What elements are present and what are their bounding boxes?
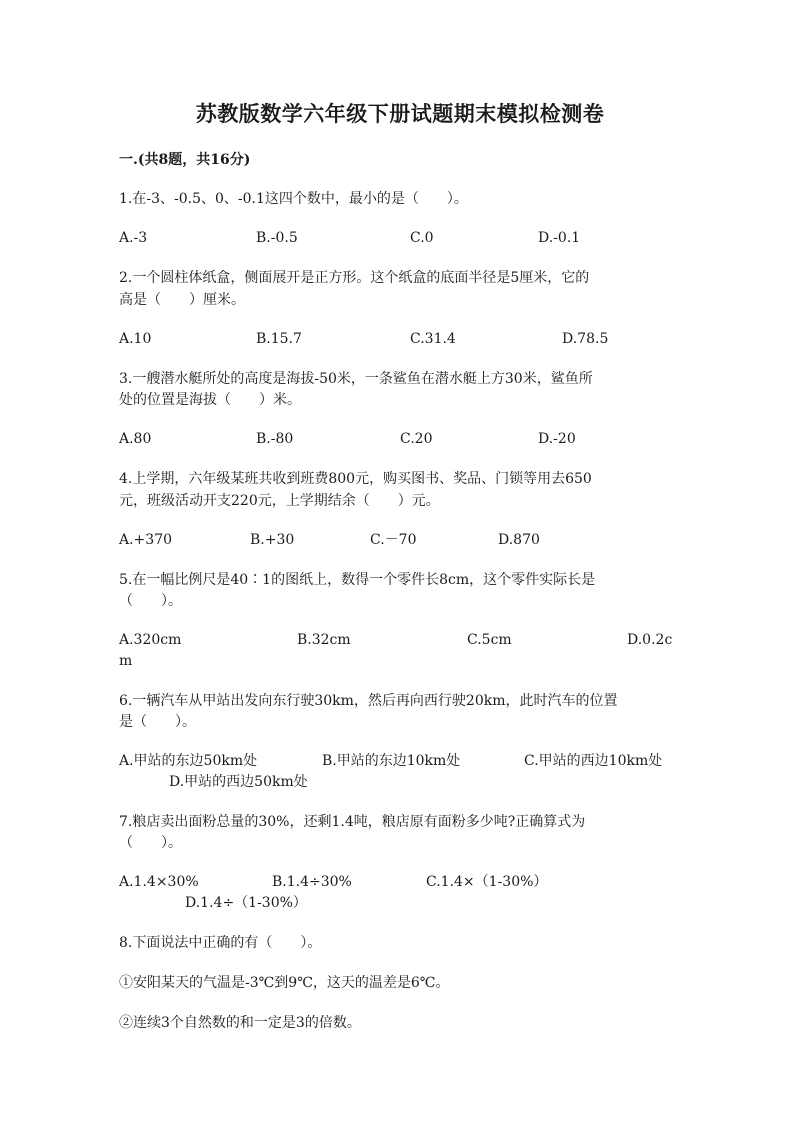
question-2-text-line-1: 2.一个圆柱体纸盒，侧面展开是正方形。这个纸盒的底面半径是5厘米，它的 bbox=[119, 270, 590, 286]
question-6-option-c: C.甲站的西边10km处 bbox=[524, 753, 663, 769]
page-title: 苏教版数学六年级下册试题期末模拟检测卷 bbox=[195, 101, 605, 126]
question-4-option-d: D.870 bbox=[498, 532, 540, 548]
question-1-option-c: C.0 bbox=[410, 230, 434, 246]
question-2-option-c: C.31.4 bbox=[410, 331, 456, 347]
question-1-text: 1.在-3、-0.5、0、-0.1这四个数中，最小的是（ ）。 bbox=[119, 191, 468, 207]
question-2-option-d: D.78.5 bbox=[562, 331, 609, 347]
section-heading: 一.(共8题，共16分) bbox=[119, 152, 251, 168]
question-4-text-line-1: 4.上学期，六年级某班共收到班费800元，购买图书、奖品、门锁等用去650 bbox=[119, 471, 592, 487]
question-5-option-d-wrap: m bbox=[119, 653, 133, 669]
question-2-option-a: A.10 bbox=[119, 331, 152, 347]
question-5-text-line-1: 5.在一幅比例尺是40∶1的图纸上，数得一个零件长8cm，这个零件实际长是 bbox=[119, 572, 596, 588]
question-3-option-d: D.-20 bbox=[538, 431, 576, 447]
question-3-option-b: B.-80 bbox=[256, 431, 294, 447]
question-5-option-d: D.0.2c bbox=[627, 632, 673, 648]
question-4-option-b: B.+30 bbox=[250, 532, 295, 548]
question-1-option-b: B.-0.5 bbox=[256, 230, 298, 246]
question-7-option-d: D.1.4÷（1-30%） bbox=[185, 895, 307, 911]
question-2-text-line-2: 高是（ ）厘米。 bbox=[119, 292, 245, 308]
question-6-option-a: A.甲站的东边50km处 bbox=[119, 753, 258, 769]
question-7-option-c: C.1.4×（1-30%） bbox=[426, 874, 548, 890]
question-7-text-line-1: 7.粮店卖出面粉总量的30%，还剩1.4吨，粮店原有面粉多少吨?正确算式为 bbox=[119, 814, 586, 830]
question-4-option-c: C.－70 bbox=[370, 532, 417, 548]
question-3-text-line-1: 3.一艘潜水艇所处的高度是海拔-50米，一条鲨鱼在潜水艇上方30米，鲨鱼所 bbox=[119, 371, 593, 387]
question-4-option-a: A.+370 bbox=[119, 532, 173, 548]
question-5-text-line-2: （ ）。 bbox=[119, 593, 182, 609]
question-7-option-a: A.1.4×30% bbox=[119, 874, 199, 890]
question-7-option-b: B.1.4÷30% bbox=[272, 874, 352, 890]
question-8-text: 8.下面说法中正确的有（ ）。 bbox=[119, 935, 322, 951]
question-6-text-line-1: 6.一辆汽车从甲站出发向东行驶30km，然后再向西行驶20km，此时汽车的位置 bbox=[119, 693, 618, 709]
question-2-option-b: B.15.7 bbox=[256, 331, 302, 347]
question-7-text-line-2: （ ）。 bbox=[119, 835, 182, 851]
question-1-option-d: D.-0.1 bbox=[538, 230, 581, 246]
question-6-option-b: B.甲站的东边10km处 bbox=[322, 753, 461, 769]
question-3-option-c: C.20 bbox=[400, 431, 433, 447]
question-5-option-c: C.5cm bbox=[467, 632, 512, 648]
question-8-statement-1: ①安阳某天的气温是-3℃到9℃，这天的温差是6℃。 bbox=[119, 975, 450, 991]
question-4-text-line-2: 元，班级活动开支220元，上学期结余（ ）元。 bbox=[119, 493, 440, 509]
question-3-option-a: A.80 bbox=[119, 431, 152, 447]
question-5-option-b: B.32cm bbox=[297, 632, 351, 648]
question-1-option-a: A.-3 bbox=[119, 230, 148, 246]
question-6-option-d: D.甲站的西边50km处 bbox=[169, 774, 308, 790]
question-8-statement-2: ②连续3个自然数的和一定是3的倍数。 bbox=[119, 1015, 361, 1031]
question-6-text-line-2: 是（ ）。 bbox=[119, 714, 196, 730]
question-5-option-a: A.320cm bbox=[119, 632, 182, 648]
question-3-text-line-2: 处的位置是海拔（ ）米。 bbox=[119, 392, 301, 408]
